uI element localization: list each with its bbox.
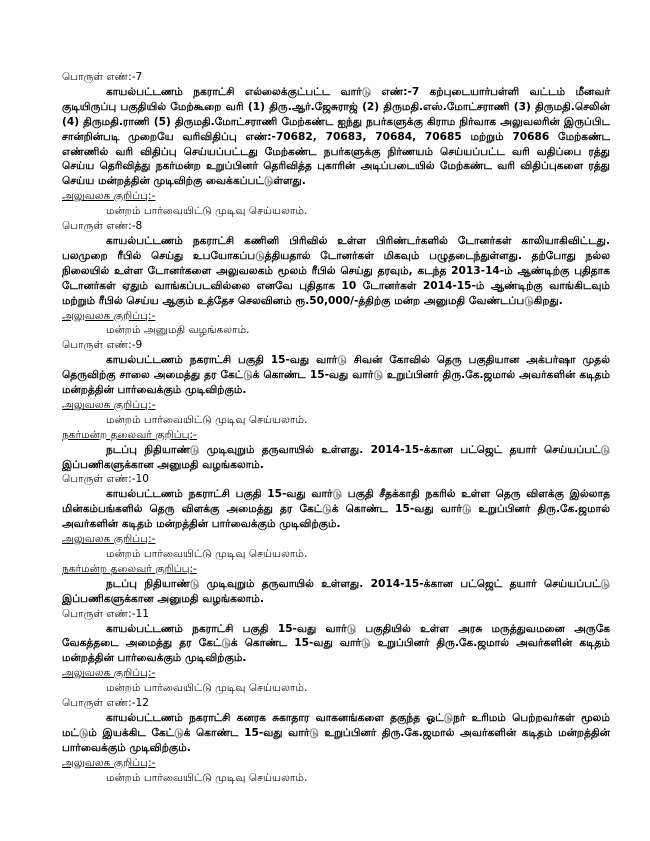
item-heading: பொருள் எண்:-12 bbox=[62, 697, 150, 710]
office-note-text: மன்றம் பார்வையிட்டு முடிவு செய்யலாம். bbox=[106, 548, 308, 560]
item-heading: பொருள் எண்:-10 bbox=[62, 473, 150, 486]
chairman-note-label: நகர்மன்ற தலைவர் குறிப்பு:- bbox=[62, 428, 197, 441]
office-note-label: அலுவலக குறிப்பு:- bbox=[62, 667, 156, 680]
office-note-text: மன்றம் அனுமதி வழங்கலாம். bbox=[106, 324, 250, 337]
item-body: காயல்பட்டணம் நகராட்சி பகுதி 15-வது வார்டு பகுதியில் உள்ள அரசு மருத்துவமனை அருகே வேகத்தடை அமைத்து தர கேட்டுக் கொண்ட 15-வது வார்டு உறுப்பினர் திரு.கே.ஜமால் அவர்களின் கடிதம் மன்றத்தின் பார்வைக்கும் முடிவிற்கும். bbox=[62, 622, 610, 665]
item-heading: பொருள் எண்:-9 bbox=[62, 339, 143, 352]
agenda-item bbox=[62, 338, 610, 472]
agenda-item bbox=[62, 607, 610, 696]
chairman-note-text: நடப்பு நிதியாண்டு முடிவுறும் தருவாயில் உள்ளது. 2014-15-க்கான பட்ஜெட் தயார் செய்யப்பட்டு இப்பணிகளுக்கான அனுமதி வழங்கலாம். bbox=[62, 443, 610, 471]
office-note-label: அலுவலக குறிப்பு:- bbox=[62, 533, 156, 546]
agenda-item bbox=[62, 70, 610, 219]
item-body: காயல்பட்டணம் நகராட்சி பகுதி 15-வது வார்டு சிவன் கோவில் தெரு பகுதியான அக்பர்ஷா முதல் தெருவிற்கு சாலை அமைத்து தர கேட்டுக் கொண்ட 15-வது வார்டு உறுப்பினர் திரு.கே.ஜமால் அவர்களின் கடிதம் மன்றத்தின் பார்வைக்கும் முடிவிற்கும். bbox=[62, 354, 610, 397]
office-note-text: மன்றம் பார்வையிட்டு முடிவு செய்யலாம். bbox=[106, 682, 308, 695]
office-note-label: அலுவலக குறிப்பு:- bbox=[62, 190, 156, 203]
item-body: காயல்பட்டணம் நகராட்சி கனரக சுகாதார வாகனங்களை தகுந்த ஓட்டுநர் உரிமம் பெற்றவர்கள் மூலம் மட்டும் இயக்கிட கேட்டுக் கொண்ட 15-வது வார்டு உறுப்பினர் திரு.கே.ஜமால் அவர்களின் கடிதம் மன்றத்தின் பார்வைக்கும் முடிவிற்கும். bbox=[62, 711, 610, 754]
office-note-text: மன்றம் பார்வையிட்டு முடிவு செய்யலாம். bbox=[106, 413, 308, 426]
office-note-text: மன்றம் பார்வையிட்டு முடிவு செய்யலாம். bbox=[106, 771, 308, 784]
chairman-note-text: நடப்பு நிதியாண்டு முடிவுறும் தருவாயில் உள்ளது. 2014-15-க்கான பட்ஜெட் தயார் செய்யப்பட்டு இப்பணிகளுக்கான அனுமதி வழங்கலாம். bbox=[62, 577, 610, 605]
item-heading: பொருள் எண்:-8 bbox=[62, 220, 143, 233]
item-body: காயல்பட்டணம் நகராட்சி எல்லைக்குட்பட்ட வார்டு எண்:-7 கற்புடையார்பள்ளி வட்டம் மீனவர் குடியிருப்பு பகுதியில் மேற்கூறை வரி (1) திரு.ஆர்.ஜேசுராஜ் (2) திருமதி.எஸ்.மோட்சராணி (3) திருமதி.செலின் (4) திருமதி.ராணி (5) திருமதி.மோட்சராணி மேற்கண்ட ஐந்து நபர்களுக்கு கிராம நிர்வாக அலுவலரின் இருப்பிட சான்றின்படி முறையே வரிவிதிப்பு எண்:-70682, 70683, 70684, 70685 மற்றும் 70686 மேற்கண்ட எண்ணில் வரி விதிப்பு செய்யப்பட்டது மேற்கண்ட நபர்களுக்கு நிர்ணயம் செய்யப்பட்ட வரி வதிப்பை ரத்து செய்ய தெரிவித்து நகர்மன்ற உறுப்பினர் தெரிவித்த புகாரின் அடிப்படையில் மேற்கண்ட வரி விதிப்புகளை ரத்து செய்ய மன்றத்தின் முடிவிற்கு வைக்கப்பட்டுள்ளது. bbox=[62, 85, 610, 188]
office-note-label: அலுவலக குறிப்பு:- bbox=[62, 756, 156, 769]
item-body: காயல்பட்டணம் நகராட்சி கணினி பிரிவில் உள்ள பிரிண்டர்களில் டோனர்கள் காலியாகிவிட்டது. பலமுறை ரீபில் செய்து உபயோகப்படுத்தியதால் டோனர்கள் மிகவும் பழுதடைந்துள்ளது. தற்போது நல்ல நிலையில் உள்ள டோனர்களை அலுவலகம் மூலம் ரீபில் செய்து தரவும், கடந்த 2013-14-ம் ஆண்டிற்கு புதிதாக டோனர்கள் ஏதும் வாங்கப்படவில்லை எனவே புதிதாக 10 டோனர்கள் 2014-15-ம் ஆண்டிற்கு வாங்கிடவும் மற்றும் ரீபில் செய்ய ஆகும் உத்தேச செலவினம் ரூ.50,000/-த்திற்கு மன்ற அனுமதி வேண்டப்படுகிறது. bbox=[62, 234, 610, 307]
item-heading: பொருள் எண்:-7 bbox=[62, 71, 143, 83]
office-note-label: அலுவலக குறிப்பு:- bbox=[62, 398, 156, 411]
item-heading: பொருள் எண்:-11 bbox=[62, 607, 150, 620]
chairman-note-label: நகர்மன்ற தலைவர் குறிப்பு:- bbox=[62, 562, 197, 575]
agenda-item bbox=[62, 472, 610, 606]
document-page bbox=[62, 70, 610, 786]
agenda-item bbox=[62, 219, 610, 338]
office-note-label: அலுவலக குறிப்பு:- bbox=[62, 309, 156, 322]
office-note-text: மன்றம் பார்வையிட்டு முடிவு செய்யலாம். bbox=[106, 205, 308, 218]
agenda-item bbox=[62, 696, 610, 785]
item-body: காயல்பட்டணம் நகராட்சி பகுதி 15-வது வார்டு பகுதி சீதக்காதி நகரில் உள்ள தெரு விளக்கு இல்லாத மின்கம்பங்களில் தெரு விளக்கு அமைத்து தர கேட்டுக் கொண்ட 15-வது வார்டு உறுப்பினர் திரு.கே.ஜமால் அவர்களின் கடிதம் மன்றத்தின் பார்வைக்கும் முடிவிற்கும். bbox=[62, 488, 610, 531]
